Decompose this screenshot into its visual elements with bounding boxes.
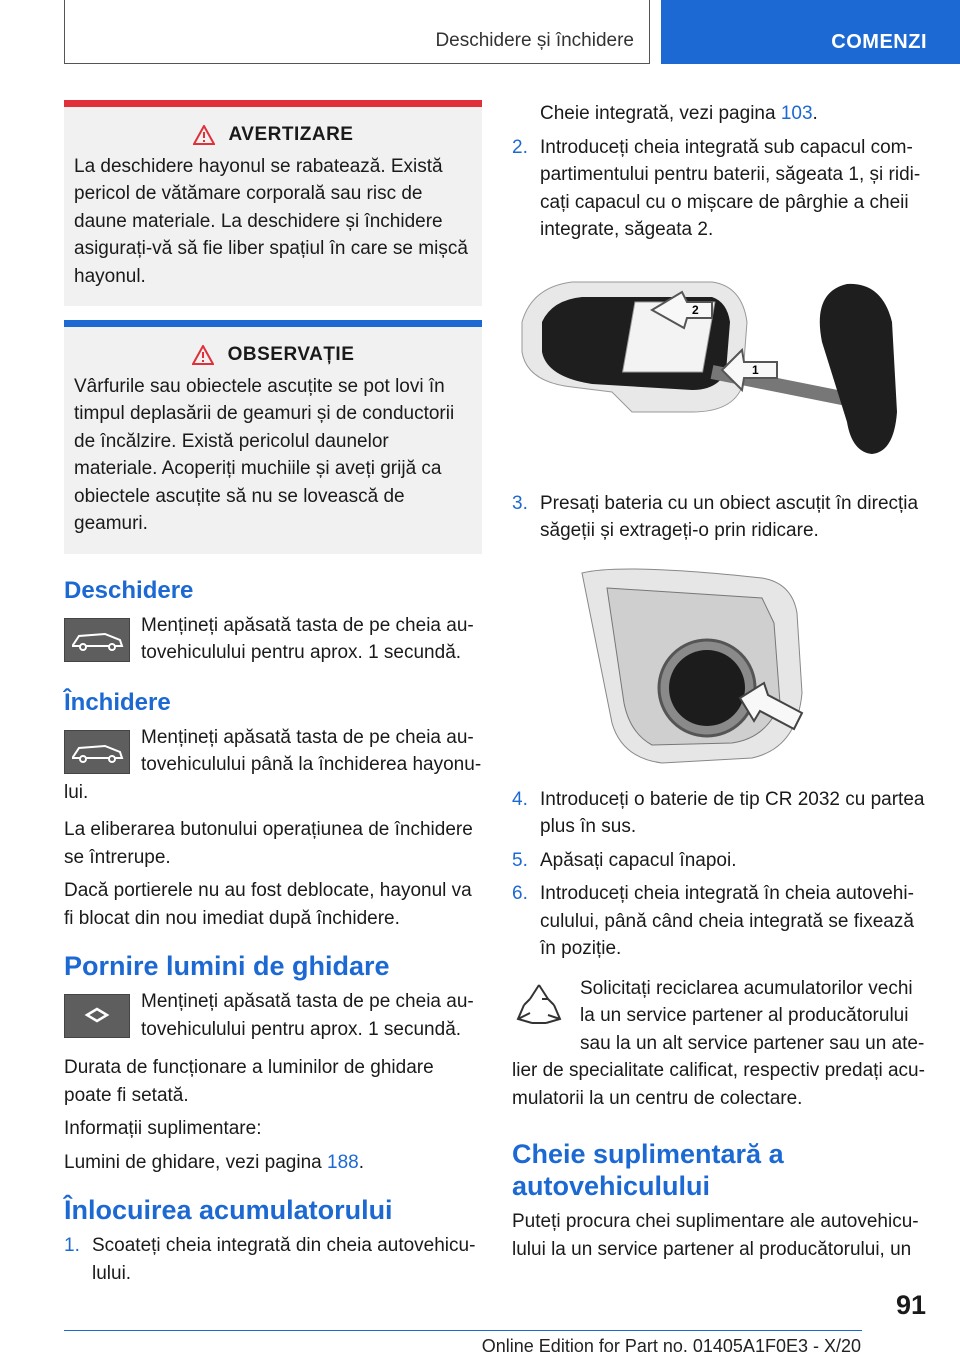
header-chapter-tab[interactable]: [661, 0, 960, 64]
step-number: 4.: [512, 788, 528, 810]
step-3: [512, 490, 928, 545]
warning-text: La deschidere hayonul se rabatează. Există pericol de vătămare corporală sau risc de daune materiale. La deschidere și închidere asigurați-vă să fie liber spațiul în care se mișcă hayonul.: [74, 155, 468, 287]
page-link-188[interactable]: 188: [327, 1151, 359, 1173]
extra-key-text: Puteți procura chei suplimentare ale autovehiculului la un service partener al producătorului, un: [512, 1211, 919, 1260]
notice-title: OBSERVAȚIE: [227, 344, 355, 365]
svg-text:1: 1: [752, 362, 759, 377]
guide-text: Mențineți apăsată tasta de pe cheia autovehiculului pentru aprox. 1 secundă.: [141, 991, 474, 1040]
header-section-title: Deschidere și închidere: [435, 30, 634, 51]
warning-title: AVERTIZARE: [228, 124, 354, 145]
step-number: 1.: [64, 1235, 80, 1256]
edition-footer: Online Edition for Part no. 01405A1F0E3 - X/20: [481, 1336, 861, 1356]
guide-paragraph-3: Lumini de ghidare, vezi pagina 188.: [64, 1151, 364, 1173]
key-cover-illustration: [512, 262, 912, 472]
step-number: 3.: [512, 492, 528, 514]
step-4: [512, 786, 928, 841]
step-number: 6.: [512, 883, 528, 904]
warning-box: [64, 100, 482, 306]
close-text: Mențineți apăsată tasta de pe cheia autovehiculului până la închiderea hayonului.: [64, 726, 482, 803]
header-chapter-label: COMENZI: [831, 31, 927, 53]
recycling-note: [512, 975, 928, 1113]
close-paragraph-2: Dacă portierele nu au fost deblocate, hayonul va fi blocat din nou imediat după închidere.: [64, 880, 472, 929]
warning-title-row: [74, 121, 472, 149]
close-instruction: [64, 724, 482, 807]
notice-box: [64, 320, 482, 554]
extra-key-heading: Cheie suplimentară a autovehiculului: [512, 1139, 784, 1201]
step-text: Scoateți cheia integrată din cheia autovehiculului.: [92, 1235, 476, 1284]
guide-instruction: [64, 988, 482, 1044]
close-paragraph-1: La eliberarea butonului operațiunea de închidere se întrerupe.: [64, 819, 473, 868]
left-column: [64, 100, 482, 1293]
tailgate-key-icon: [64, 618, 130, 662]
right-column: [512, 100, 928, 1269]
step-text: Introduceți cheia integrată în cheia autovehiculului, până când cheia integrată se fixează în poziție.: [540, 883, 914, 959]
svg-text:2: 2: [692, 302, 699, 317]
notice-triangle-icon: [192, 345, 214, 365]
page-number: 91: [895, 1290, 926, 1320]
open-text: Mențineți apăsată tasta de pe cheia autovehiculului pentru aprox. 1 secundă.: [141, 614, 474, 663]
guide-paragraph-2: Informații suplimentare:: [64, 1118, 262, 1139]
recycle-icon: [512, 979, 566, 1033]
close-heading: Închidere: [64, 688, 171, 716]
step-text: Introduceți cheia integrată sub capacul compartimentului pentru baterii, săgeata 1, și ridicați capacul cu o mișcare de pârghie a cheii integrate, săgeata 2.: [540, 136, 921, 240]
open-instruction: [64, 612, 482, 668]
guide-light-key-icon: [64, 994, 130, 1038]
tailgate-key-icon: [64, 730, 130, 774]
step-number: 5.: [512, 849, 528, 871]
step-text: Introduceți o baterie de tip CR 2032 cu partea plus în sus.: [540, 788, 925, 837]
notice-title-row: [74, 341, 472, 369]
footer-divider: [64, 1330, 862, 1331]
guide-paragraph-1: Durata de funcționare a luminilor de ghidare poate fi setată.: [64, 1057, 434, 1106]
page-link-103[interactable]: 103: [780, 103, 813, 124]
notice-text: Vârfurile sau obiectele ascuțite se pot lovi în timpul deplasării de geamuri și de conductorii de încălzire. Există pericolul daunelor materiale. Acoperiți muchiile și aveți grijă ca obiectele ascuțite să nu se lovească de geamuri.: [74, 375, 455, 534]
step-5: [512, 847, 928, 875]
step-1: [64, 1232, 482, 1287]
step-text: Presați bateria cu un obiect ascuțit în direcția săgeții și extrageți-o prin ridicare.: [540, 492, 919, 541]
battery-removal-illustration: [512, 563, 912, 768]
open-heading: Deschidere: [64, 576, 194, 604]
step-1-continued: Cheie integrată, vezi pagina 103.: [540, 103, 818, 124]
step-6: [512, 880, 928, 963]
step-number: 2.: [512, 136, 528, 158]
recycling-text: Solicitați reciclarea acumulatorilor vechi la un service partener al producătorului sau la un alt service partener sau un atelier de specialitate calificat, respectiv predați acumulatorii la un centru de colectare.: [512, 977, 925, 1109]
warning-triangle-icon: [193, 125, 215, 145]
guide-heading: Pornire lumini de ghidare: [64, 951, 390, 981]
step-text: Apăsați capacul înapoi.: [540, 849, 737, 871]
battery-heading: Înlocuirea acumulatorului: [64, 1195, 393, 1225]
step-2: [512, 134, 928, 244]
